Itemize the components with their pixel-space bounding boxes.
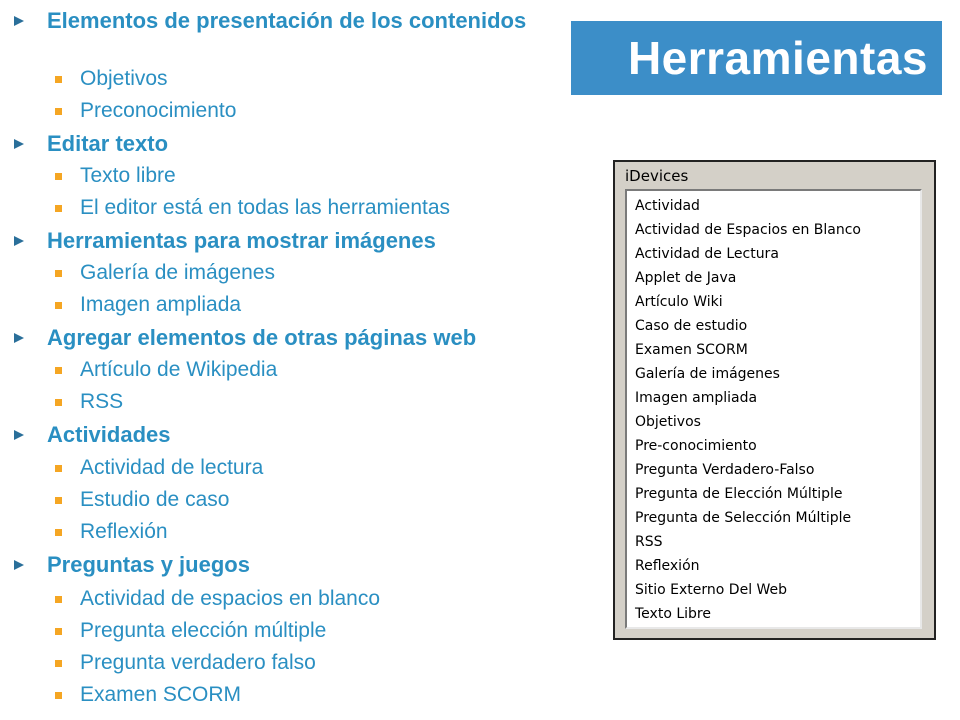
square-bullet-icon bbox=[55, 302, 62, 309]
section-item bbox=[80, 390, 123, 414]
arrow-bullet-icon bbox=[14, 139, 24, 149]
section-label: Preguntas y juegos bbox=[47, 552, 250, 577]
arrow-bullet-icon bbox=[14, 430, 24, 440]
idevice-item[interactable]: Pregunta de Selección Múltiple bbox=[635, 510, 852, 526]
idevice-item[interactable]: Pre-conocimiento bbox=[635, 438, 757, 454]
item-label: Pregunta verdadero falso bbox=[80, 651, 316, 674]
section-item bbox=[80, 456, 263, 480]
section-item bbox=[80, 683, 241, 707]
idevice-item[interactable]: Actividad bbox=[635, 198, 700, 214]
item-label: Imagen ampliada bbox=[80, 293, 242, 316]
square-bullet-icon bbox=[55, 465, 62, 472]
section-item bbox=[80, 196, 450, 220]
section-item bbox=[80, 651, 316, 675]
square-bullet-icon bbox=[55, 173, 62, 180]
arrow-bullet-icon bbox=[14, 236, 24, 246]
section-heading bbox=[47, 229, 436, 253]
idevices-panel-title: iDevices bbox=[625, 167, 689, 185]
item-label: Objetivos bbox=[80, 67, 168, 90]
section-item bbox=[80, 99, 236, 123]
idevice-item[interactable]: Texto Libre bbox=[635, 606, 711, 622]
section-item bbox=[80, 587, 380, 611]
idevice-item[interactable]: Galería de imágenes bbox=[635, 366, 780, 382]
item-label: Actividad de lectura bbox=[80, 456, 264, 479]
square-bullet-icon bbox=[55, 76, 62, 83]
idevice-item[interactable]: Caso de estudio bbox=[635, 318, 748, 334]
square-bullet-icon bbox=[55, 692, 62, 699]
item-label: Examen SCORM bbox=[80, 683, 242, 706]
square-bullet-icon bbox=[55, 108, 62, 115]
square-bullet-icon bbox=[55, 497, 62, 504]
item-label: RSS bbox=[80, 390, 124, 413]
section-item bbox=[80, 293, 241, 317]
square-bullet-icon bbox=[55, 367, 62, 374]
item-label: Actividad de espacios en blanco bbox=[80, 587, 381, 610]
idevice-item[interactable]: Sitio Externo Del Web bbox=[635, 582, 788, 598]
slide-title bbox=[571, 21, 942, 95]
idevice-item[interactable]: Examen SCORM bbox=[635, 342, 748, 358]
section-item bbox=[80, 488, 229, 512]
idevice-item[interactable]: Imagen ampliada bbox=[635, 390, 758, 406]
square-bullet-icon bbox=[55, 596, 62, 603]
idevice-item[interactable]: Actividad de Lectura bbox=[635, 246, 779, 262]
arrow-bullet-icon bbox=[14, 560, 24, 570]
square-bullet-icon bbox=[55, 399, 62, 406]
section-item bbox=[80, 164, 176, 188]
section-heading bbox=[47, 9, 547, 33]
idevice-item[interactable]: Pregunta Verdadero-Falso bbox=[635, 462, 815, 478]
idevice-item[interactable]: Applet de Java bbox=[635, 270, 737, 286]
item-label: Texto libre bbox=[80, 164, 176, 187]
square-bullet-icon bbox=[55, 270, 62, 277]
section-label: Agregar elementos de otras páginas web bbox=[47, 325, 477, 350]
section-label: Elementos de presentación de los contenidos bbox=[47, 8, 527, 33]
item-label: Reflexión bbox=[80, 520, 168, 543]
idevice-item[interactable]: Artículo Wiki bbox=[635, 294, 723, 310]
square-bullet-icon bbox=[55, 628, 62, 635]
idevice-item[interactable]: Actividad de Espacios en Blanco bbox=[635, 222, 861, 238]
idevice-item[interactable]: Reflexión bbox=[635, 558, 700, 574]
idevice-item[interactable]: Objetivos bbox=[635, 414, 701, 430]
arrow-bullet-icon bbox=[14, 333, 24, 343]
item-label: Preconocimiento bbox=[80, 99, 237, 122]
section-item bbox=[80, 261, 275, 285]
section-heading bbox=[47, 423, 171, 447]
item-label: Pregunta elección múltiple bbox=[80, 619, 327, 642]
section-label: Herramientas para mostrar imágenes bbox=[47, 228, 436, 253]
arrow-bullet-icon bbox=[14, 16, 24, 26]
square-bullet-icon bbox=[55, 529, 62, 536]
idevice-item[interactable]: RSS bbox=[635, 534, 663, 550]
section-heading bbox=[47, 326, 476, 350]
idevice-item[interactable]: Pregunta de Elección Múltiple bbox=[635, 486, 843, 502]
section-heading bbox=[47, 132, 168, 156]
section-item bbox=[80, 358, 277, 382]
item-label: El editor está en todas las herramientas bbox=[80, 196, 451, 219]
idevices-panel bbox=[613, 160, 936, 640]
section-heading bbox=[47, 553, 250, 577]
square-bullet-icon bbox=[55, 205, 62, 212]
item-label: Artículo de Wikipedia bbox=[80, 358, 278, 381]
section-item bbox=[80, 619, 326, 643]
square-bullet-icon bbox=[55, 660, 62, 667]
section-label: Actividades bbox=[47, 422, 171, 447]
section-item bbox=[80, 67, 168, 91]
slide-title-text: Herramientas bbox=[627, 32, 928, 84]
item-label: Galería de imágenes bbox=[80, 261, 275, 284]
section-item bbox=[80, 520, 168, 544]
idevices-list[interactable] bbox=[625, 189, 922, 629]
item-label: Estudio de caso bbox=[80, 488, 230, 511]
section-label: Editar texto bbox=[47, 131, 169, 156]
